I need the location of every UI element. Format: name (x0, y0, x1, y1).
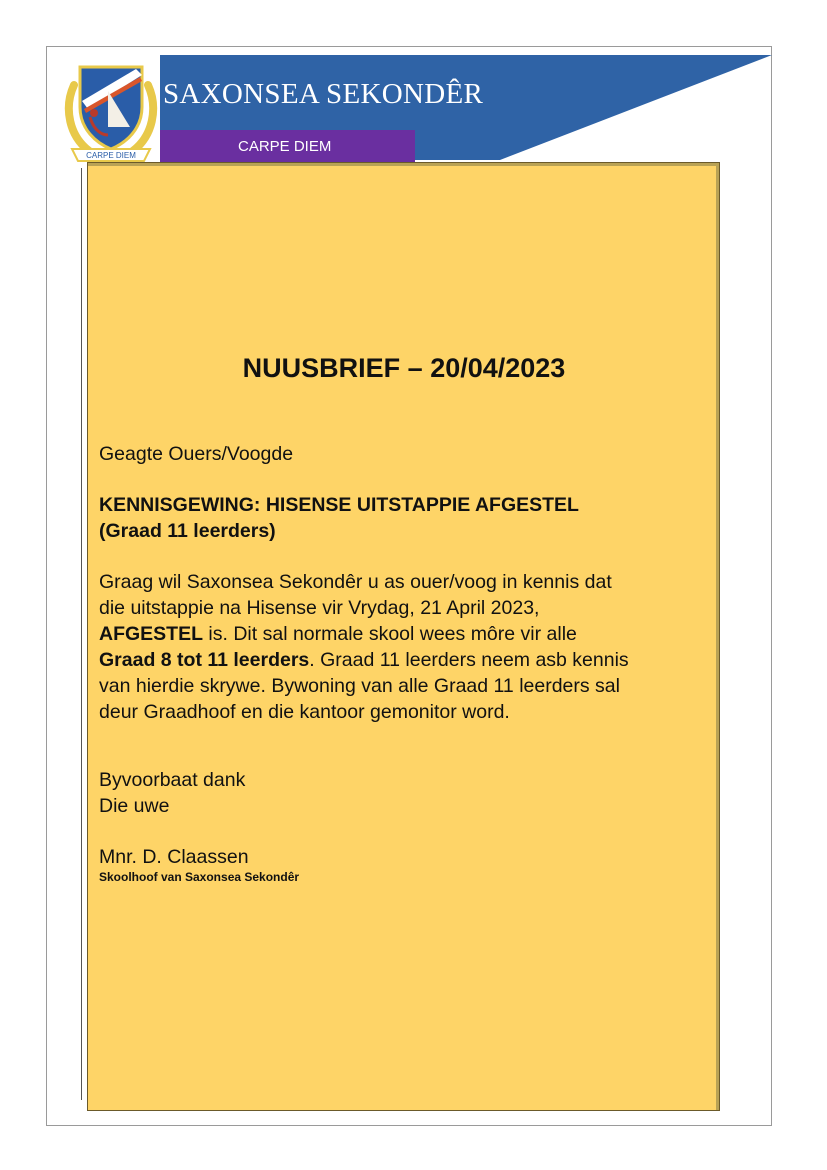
notice-heading-line1: KENNISGEWING: HISENSE UITSTAPPIE AFGESTEL (99, 494, 579, 516)
school-name: SAXONSEA SEKONDÊR (163, 78, 484, 110)
newsletter-title: NUUSBRIEF – 20/04/2023 (242, 353, 566, 383)
notice-heading-line2: (Graad 11 leerders) (99, 520, 276, 542)
motto-bar (160, 130, 415, 163)
body-line-6: deur Graadhoof en die kantoor gemonitor word. (99, 701, 510, 723)
grades-emphasis: Graad 8 tot 11 leerders (99, 649, 310, 671)
school-crest-logo (64, 57, 158, 165)
body-line-4 (99, 649, 629, 672)
body-line-4-rest: . Graad 11 leerders neem asb kennis (309, 649, 629, 671)
body-line-3-rest: is. Dit sal normale skool wees môre vir alle (203, 623, 577, 645)
signatory-name: Mnr. D. Claassen (99, 846, 249, 868)
signatory-title: Skoolhoof van Saxonsea Sekondêr (99, 870, 300, 884)
closing-yours: Die uwe (99, 795, 170, 817)
body-line-5: van hierdie skrywe. Bywoning van alle Graad 11 leerders sal (99, 675, 620, 697)
body-line-2: die uitstappie na Hisense vir Vrydag, 21 April 2023, (99, 597, 540, 619)
body-line-1: Graag wil Saxonsea Sekondêr u as ouer/voog in kennis dat (99, 571, 612, 593)
cancelled-emphasis: AFGESTEL (99, 623, 204, 645)
motto-text: CARPE DIEM (238, 138, 332, 155)
crest-motto-text: CARPE DIEM (86, 151, 136, 160)
closing-thanks: Byvoorbaat dank (99, 769, 246, 791)
body-line-3 (99, 623, 577, 646)
salutation: Geagte Ouers/Voogde (99, 443, 294, 465)
